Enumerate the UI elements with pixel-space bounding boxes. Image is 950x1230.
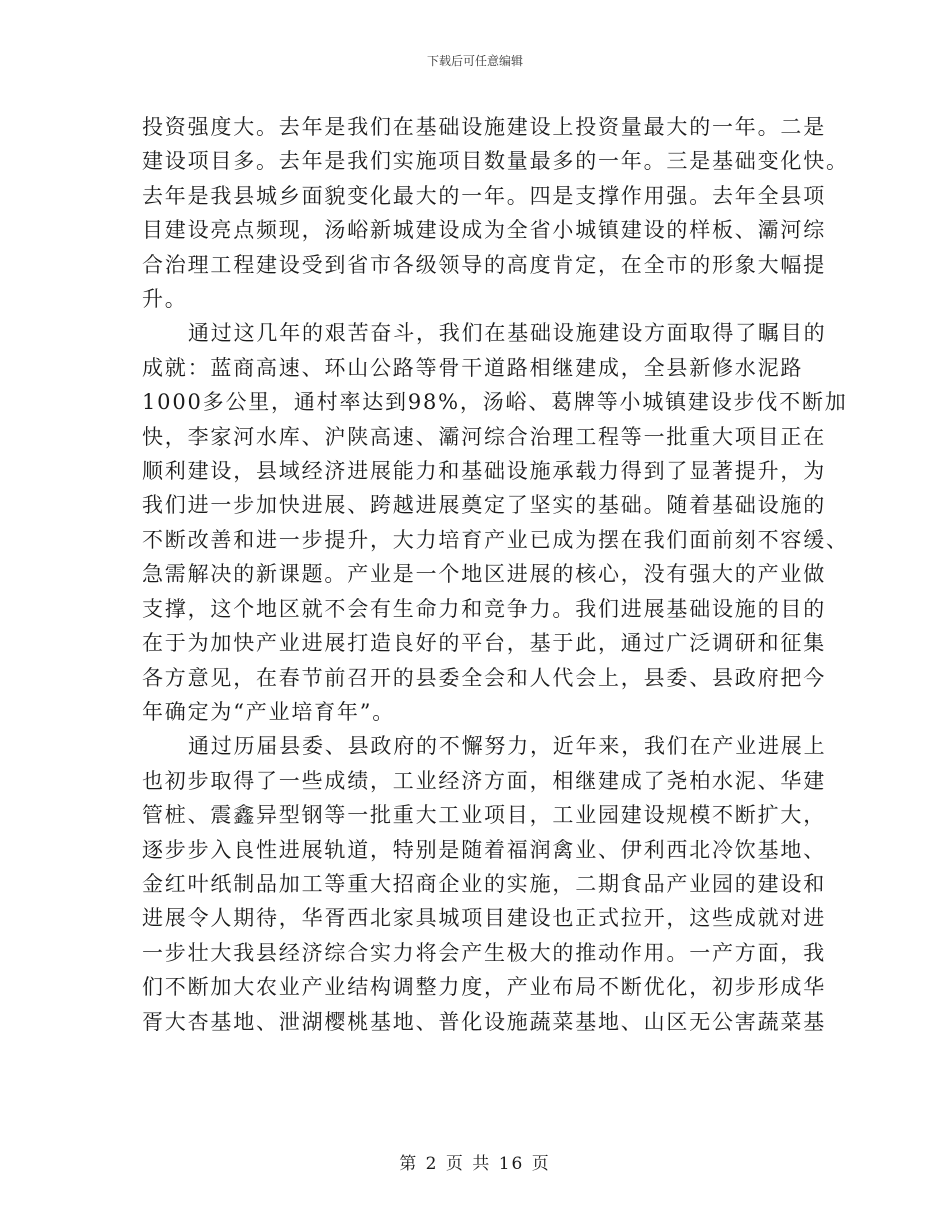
text-line: 们不断加大农业产业结构调整力度，产业布局不断优化，初步形成华 bbox=[142, 975, 826, 1000]
text-line: 升。 bbox=[142, 287, 188, 312]
text-line: 通过历届县委、县政府的不懈努力，近年来，我们在产业进展上 bbox=[188, 734, 827, 759]
page-header: 下载后可任意编辑 bbox=[426, 54, 523, 68]
text-line: 建设项目多。去年是我们实施项目数量最多的一年。三是基础变化快。 bbox=[142, 149, 849, 174]
text-line: 一步壮大我县经济综合实力将会产生极大的推动作用。一产方面，我 bbox=[142, 940, 826, 965]
text-line: 管桩、震鑫异型钢等一批重大工业项目，工业园建设规模不断扩大， bbox=[142, 803, 826, 828]
text-line: 我们进一步加快进展、跨越进展奠定了坚实的基础。随着基础设施的 bbox=[142, 493, 826, 518]
text-line: 金红叶纸制品加工等重大招商企业的实施，二期食品产业园的建设和 bbox=[142, 871, 826, 896]
paragraph bbox=[142, 316, 849, 729]
text-line: 年确定为“产业培育年”。 bbox=[142, 699, 396, 724]
text-line: 顺利建设，县域经济进展能力和基础设施承载力得到了显著提升，为 bbox=[142, 459, 826, 484]
text-line: 目建设亮点频现，汤峪新城建设成为全省小城镇建设的样板、灞河综 bbox=[142, 218, 826, 243]
text-line: 去年是我县城乡面貌变化最大的一年。四是支撑作用强。去年全县项 bbox=[142, 183, 826, 208]
text-line: 成就：蓝商高速、环山公路等骨干道路相继建成，全县新修水泥路 bbox=[142, 355, 804, 380]
text-line: 不断改善和进一步提升，大力培育产业已成为摆在我们面前刻不容缓、 bbox=[142, 527, 849, 552]
text-line: 各方意见，在春节前召开的县委全会和人代会上，县委、县政府把今 bbox=[142, 665, 826, 690]
text-line: 也初步取得了一些成绩，工业经济方面，相继建成了尧柏水泥、华建 bbox=[142, 768, 826, 793]
text-line: 支撑，这个地区就不会有生命力和竞争力。我们进展基础设施的目的 bbox=[142, 596, 826, 621]
document-body bbox=[142, 110, 849, 1039]
paragraph bbox=[142, 110, 849, 316]
text-line: 急需解决的新课题。产业是一个地区进展的核心，没有强大的产业做 bbox=[142, 562, 826, 587]
text-line: 在于为加快产业进展打造良好的平台，基于此，通过广泛调研和征集 bbox=[142, 631, 826, 656]
text-line: 快，李家河水库、沪陕高速、灞河综合治理工程等一批重大项目正在 bbox=[142, 424, 826, 449]
text-line: 胥大杏基地、泄湖樱桃基地、普化设施蔬菜基地、山区无公害蔬菜基 bbox=[142, 1009, 826, 1034]
paragraph bbox=[142, 729, 827, 1039]
text-line: 通过这几年的艰苦奋斗，我们在基础设施建设方面取得了瞩目的 bbox=[188, 321, 827, 346]
text-line: 进展令人期待，华胥西北家具城项目建设也正式拉开，这些成就对进 bbox=[142, 906, 826, 931]
text-line: 合治理工程建设受到省市各级领导的高度肯定，在全市的形象大幅提 bbox=[142, 252, 826, 277]
text-line: 1000多公里，通村率达到98%，汤峪、葛牌等小城镇建设步伐不断加 bbox=[142, 390, 848, 415]
page-footer: 第 2 页 共 16 页 bbox=[399, 1154, 551, 1174]
text-line: 投资强度大。去年是我们在基础设施建设上投资量最大的一年。二是 bbox=[142, 115, 826, 139]
text-line: 逐步步入良性进展轨道，特别是随着福润禽业、伊利西北冷饮基地、 bbox=[142, 837, 826, 862]
